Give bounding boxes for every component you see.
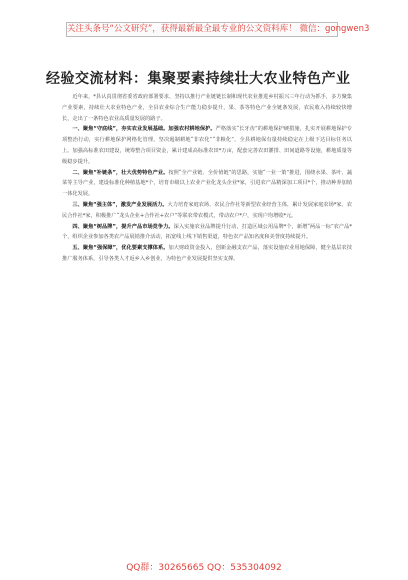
footer-contact: QQ群：30265665 QQ：535304092 bbox=[126, 563, 282, 573]
paragraph-section-3 bbox=[62, 200, 352, 222]
section-heading: 二、聚焦“补链条”，壮大优势特色产业。 bbox=[72, 169, 169, 176]
section-heading: 三、聚焦“强主体”，激发产业发展活力。 bbox=[72, 201, 168, 208]
paragraph-text: 严格落实“长牙齿”的耕地保护硬措施，扎实开展耕地保护专项整治行动，实行耕地保护网格化管理，坚决遏制耕地“非农化”“非粮化”，全县耕地保有量持续稳定在上级下达目标任务以上。加强高标准农田建设，统筹整合项目资金，累计建成高标准农田*万亩，配套完善农田灌排、田间道路等设施，耕地质量等级稳步提升。 bbox=[62, 126, 352, 165]
paragraph-text: 加大财政资金投入，创新金融支农产品，落实设施农业用地保障，健全基层农技推广服务体系，引导各类人才返乡入乡创业，为特色产业发展提供坚实支撑。 bbox=[62, 245, 352, 262]
paragraph-text: 按照“全产业链、全价值链”的思路，实施“一业一策”推进，围绕水果、茶叶、蔬菜等主导产业，建设标准化种植基地*个，培育市级以上农业产业化龙头企业*家，引进农产品精深加工项目*个，推动种养加销一体化发展。 bbox=[62, 169, 353, 198]
section-heading: 一、聚焦“守底线”，夯实农业发展基础。加强农村耕地保护。 bbox=[72, 126, 216, 133]
paragraph-section-4 bbox=[62, 222, 352, 244]
paragraph-text: 深入实施农业品牌提升行动，打造区域公用品牌*个，新增“两品一标”农产品*个，组织企业参加各类农产品展销推介活动，拓宽线上线下销售渠道，特色农产品知名度和美誉度持续提升。 bbox=[62, 223, 352, 241]
paragraph-section-2 bbox=[62, 168, 352, 200]
top-banner: 关注头条号“公文研究”，获得最新最全最专业的公文资料库！ 微信：gongwen3 bbox=[66, 22, 338, 37]
paragraph-text: 大力培育家庭农场、农民合作社等新型农业经营主体，累计发展家庭农场*家、农民合作社*家，积极推广“龙头企业+合作社+农户”等联农带农模式，带动农户*户，实现户均增收*元。 bbox=[62, 201, 352, 219]
paragraph-section-5 bbox=[62, 243, 352, 265]
section-heading: 四、聚焦“树品牌”，提升产品市场竞争力。 bbox=[72, 223, 174, 230]
document-body bbox=[62, 92, 352, 542]
document-title: 经验交流材料：集聚要素持续壮大农业特色产业 bbox=[46, 71, 351, 87]
paragraph-section-1 bbox=[62, 124, 352, 167]
paragraph-text: 近年来，*县认真贯彻省委省政府部署要求，坚持以推行产业链链长制和现代农业推进乡村振兴三年行动为抓手，多方聚集产业要素，持续壮大农业特色产业，全县农业综合生产能力稳步提升，果、茶等特色产业全链条发展，农民收入持续较快增长，走出了一条特色农业高质量发展的路子。 bbox=[62, 94, 352, 122]
paragraph-intro bbox=[62, 92, 352, 124]
section-heading: 五、聚焦“强保障”，优化要素支撑体系。 bbox=[72, 245, 169, 252]
